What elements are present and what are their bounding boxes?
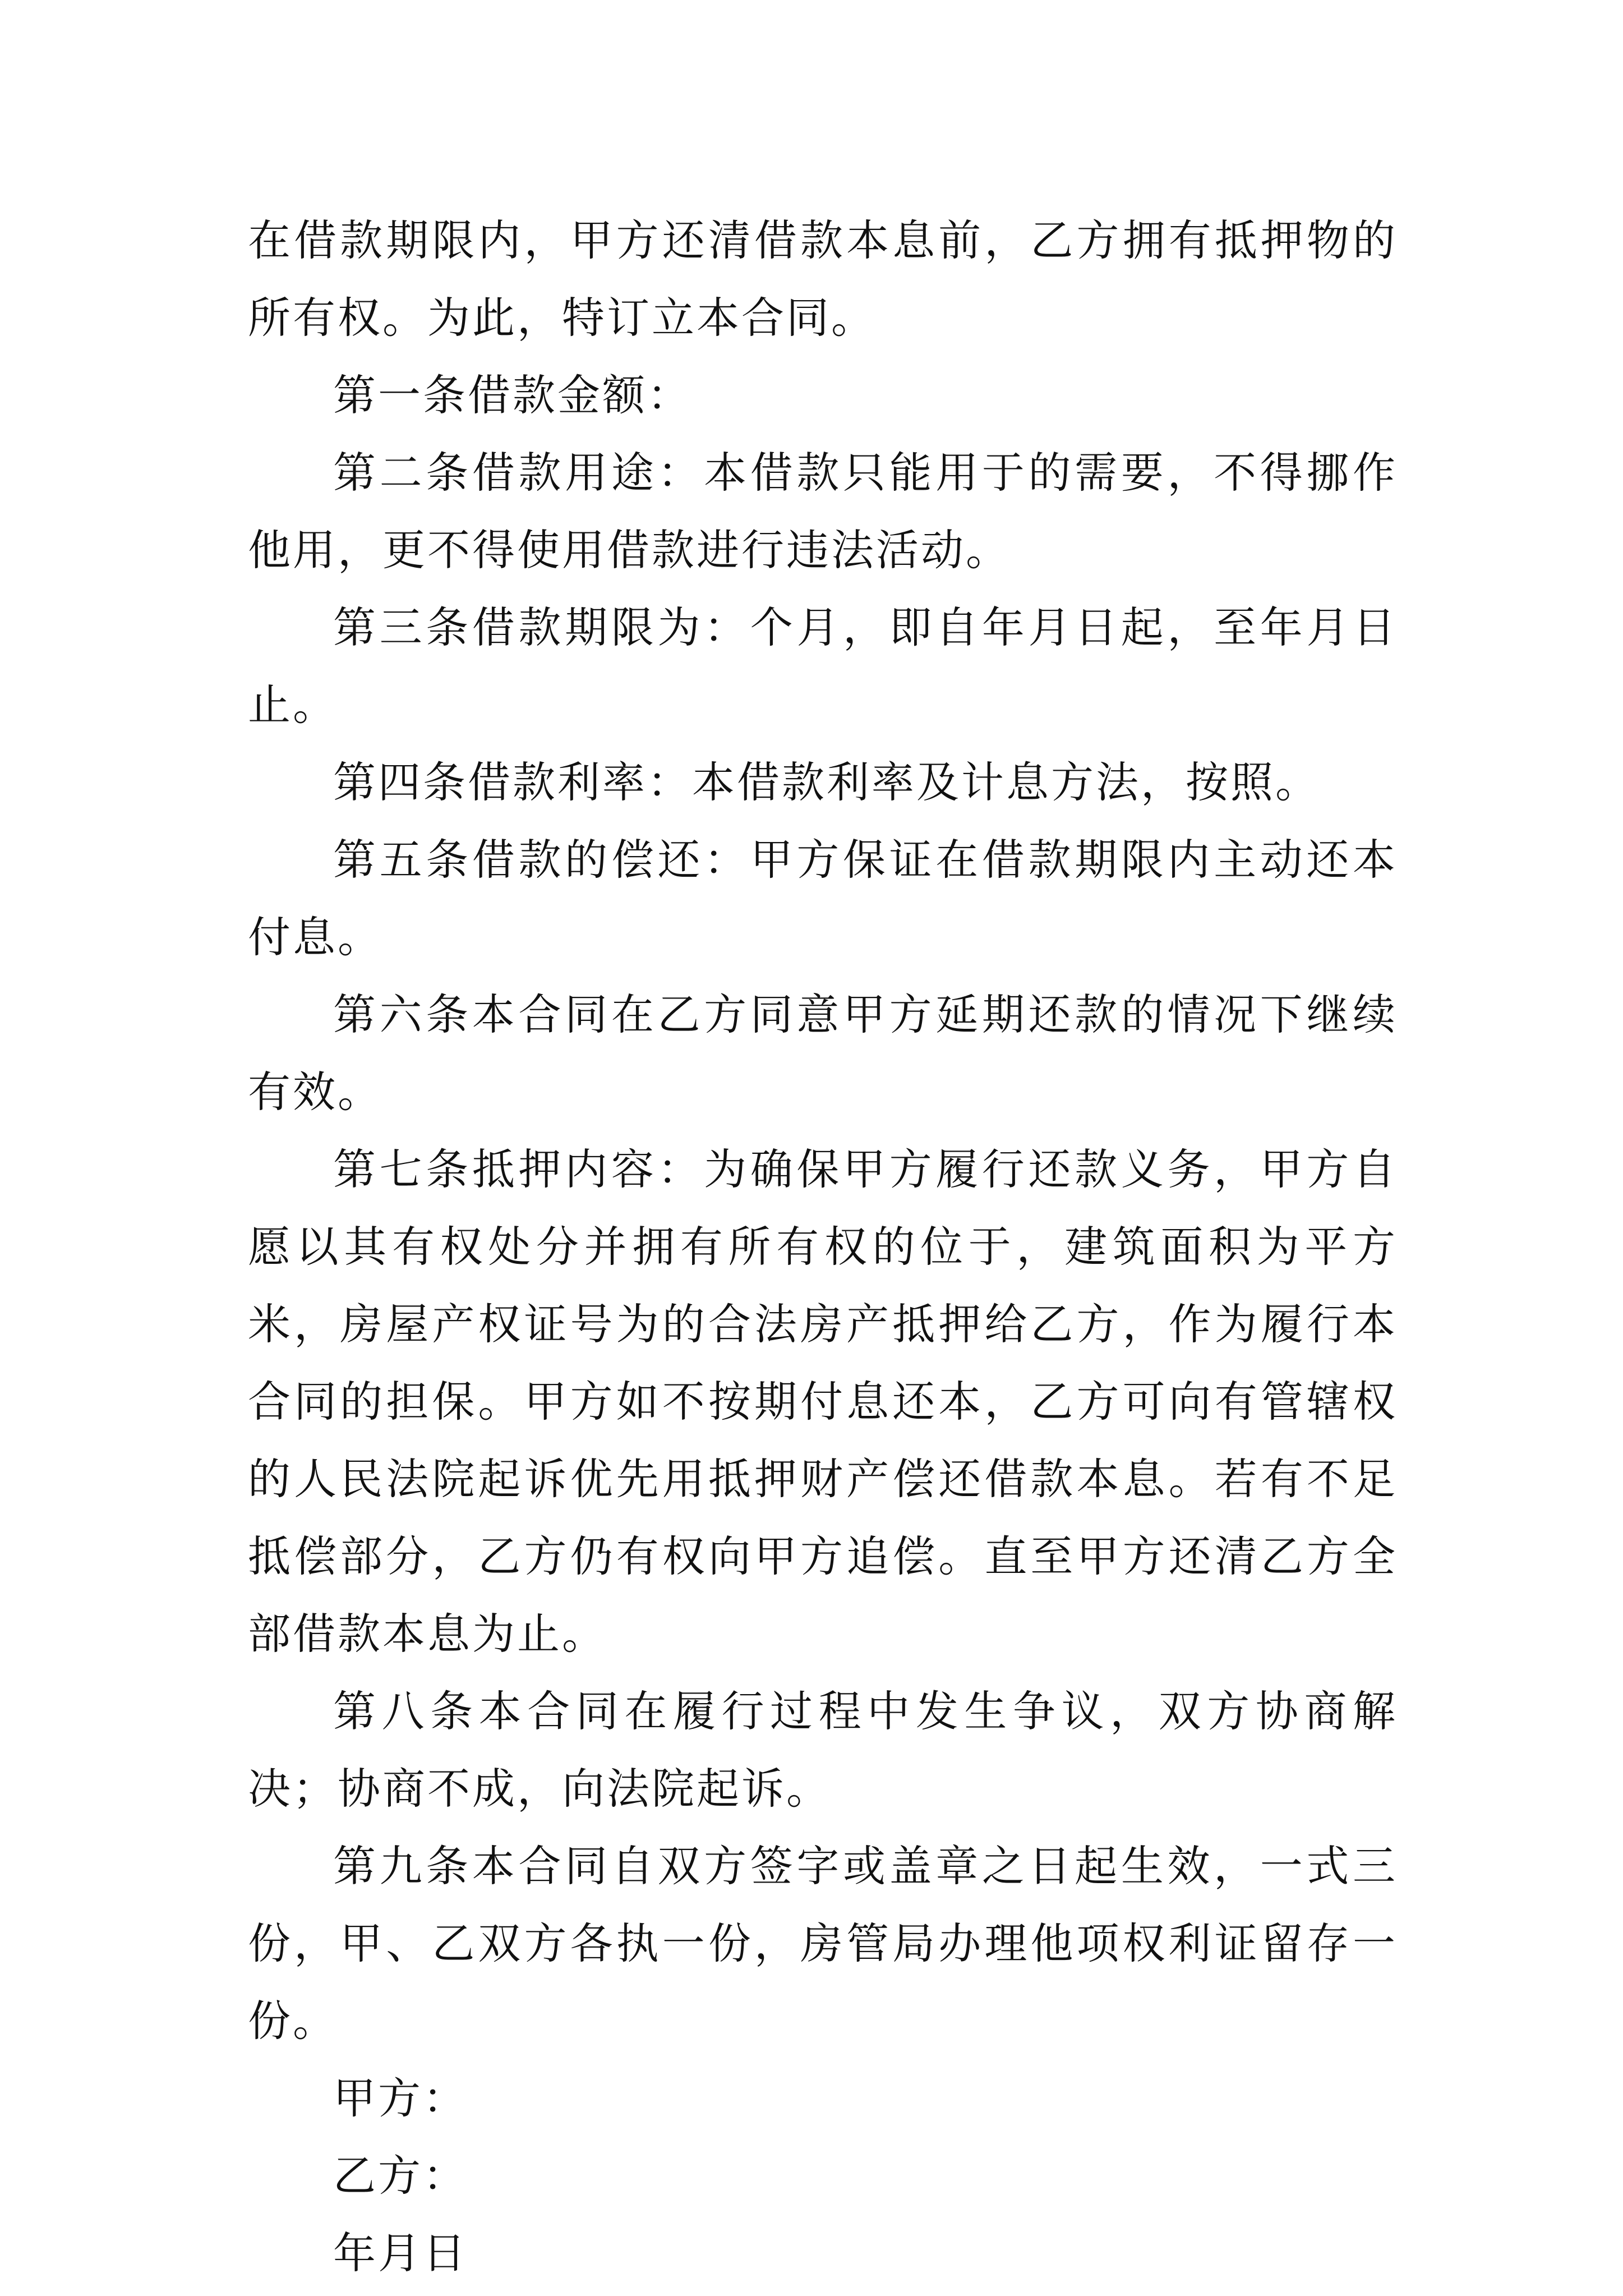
signature-party-b: 乙方：: [333, 2151, 468, 2201]
signature-date: 年月日: [333, 2228, 468, 2278]
clause-4-interest-rate: 第四条借款利率：本借款利率及计息方法，按照。: [333, 757, 1320, 807]
paragraph-intro: 在借款期限内，甲方还清借款本息前，乙方拥有抵押物的所有权。为此，特订立本合同。: [248, 215, 1398, 343]
clause-2-loan-purpose: 第二条借款用途：本借款只能用于的需要，不得挪作他用，更不得使用借款进行违法活动。: [248, 448, 1398, 575]
contract-body: [248, 202, 1398, 2292]
clause-7-mortgage: 第七条抵押内容：为确保甲方履行还款义务，甲方自愿以其有权处分并拥有所有权的位于，建筑面积为平方米，房屋产权证号为的合法房产抵押给乙方，作为履行本合同的担保。甲方如不按期付息还本，乙方可向有管辖权的人民法院起诉优先用抵押财产偿还借款本息。若有不足抵偿部分，乙方仍有权向甲方追偿。直至甲方还清乙方全部借款本息为止。: [248, 1144, 1398, 1659]
clause-8-dispute: 第八条本合同在履行过程中发生争议，双方协商解决；协商不成，向法院起诉。: [248, 1686, 1398, 1814]
clause-1-loan-amount: 第一条借款金额：: [333, 370, 692, 420]
clause-3-loan-term: 第三条借款期限为：个月，即自年月日起，至年月日止。: [248, 602, 1398, 730]
clause-6-extension: 第六条本合同在乙方同意甲方延期还款的情况下继续有效。: [248, 990, 1398, 1117]
clause-9-effectiveness: 第九条本合同自双方签字或盖章之日起生效，一式三份，甲、乙双方各执一份，房管局办理他项权利证留存一份。: [248, 1841, 1398, 2046]
signature-party-a: 甲方：: [333, 2073, 468, 2123]
clause-5-repayment: 第五条借款的偿还：甲方保证在借款期限内主动还本付息。: [248, 835, 1398, 962]
